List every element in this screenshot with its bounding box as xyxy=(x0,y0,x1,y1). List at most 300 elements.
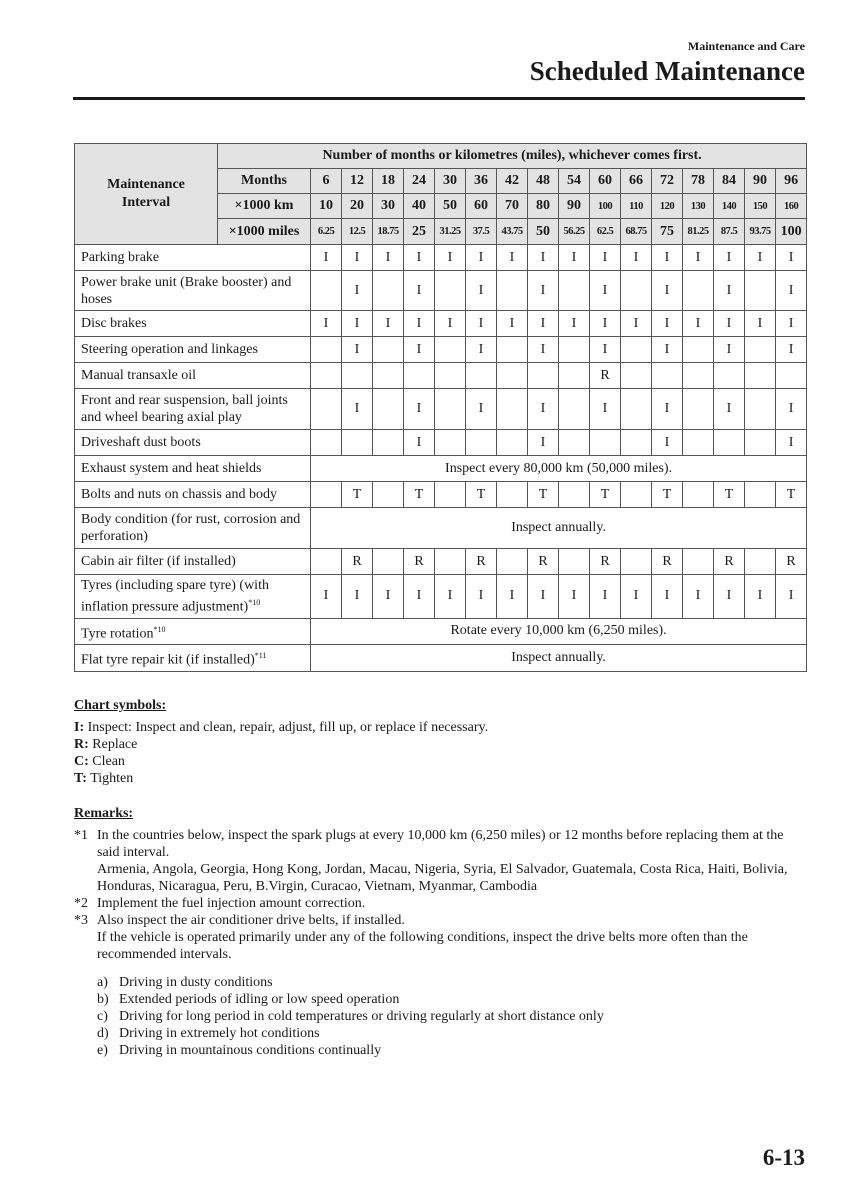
chart-symbols-heading: Chart symbols: xyxy=(74,698,167,713)
table-row xyxy=(75,456,807,482)
schedule-cell xyxy=(311,430,342,456)
schedule-cell: R xyxy=(590,549,621,575)
merged-note: Inspect annually. xyxy=(311,645,807,672)
miles-value: 56.25 xyxy=(559,219,590,245)
item-name-text: Steering operation and linkages xyxy=(81,342,258,357)
remark-text-2: If the vehicle is operated primarily under any of the following conditions, inspect the drive belts more often than the recommended intervals. xyxy=(97,930,748,962)
schedule-cell xyxy=(311,271,342,311)
schedule-cell: I xyxy=(776,430,807,456)
schedule-cell xyxy=(745,271,776,311)
schedule-cell: R xyxy=(404,549,435,575)
schedule-cell: I xyxy=(621,245,652,271)
condition-letter: d) xyxy=(97,1026,109,1041)
table-row xyxy=(75,645,807,672)
schedule-cell: I xyxy=(745,245,776,271)
table-row xyxy=(75,311,807,337)
miles-value: 50 xyxy=(528,219,559,245)
schedule-cell xyxy=(745,389,776,430)
schedule-cell: I xyxy=(342,337,373,363)
schedule-cell xyxy=(683,271,714,311)
interval-label: Interval xyxy=(121,195,171,210)
schedule-cell: R xyxy=(528,549,559,575)
condition-letter: a) xyxy=(97,975,108,990)
item-name xyxy=(75,549,311,575)
schedule-cell: I xyxy=(435,311,466,337)
months-value: 42 xyxy=(497,169,528,194)
table-row xyxy=(75,271,807,311)
miles-value: 18.75 xyxy=(373,219,404,245)
remark-number: *2 xyxy=(74,896,88,911)
miles-label: ×1000 miles xyxy=(218,219,311,245)
schedule-cell: I xyxy=(404,389,435,430)
symbol-item xyxy=(74,719,806,736)
schedule-cell: I xyxy=(497,575,528,619)
item-name xyxy=(75,430,311,456)
schedule-cell: I xyxy=(373,311,404,337)
schedule-cell: I xyxy=(342,245,373,271)
schedule-cell xyxy=(621,271,652,311)
symbol-item xyxy=(74,736,806,753)
schedule-cell: I xyxy=(559,575,590,619)
schedule-cell xyxy=(683,549,714,575)
condition-text: Driving in extremely hot conditions xyxy=(119,1026,320,1041)
schedule-cell: I xyxy=(590,337,621,363)
schedule-cell: I xyxy=(404,337,435,363)
months-value: 60 xyxy=(590,169,621,194)
schedule-cell: I xyxy=(528,245,559,271)
schedule-cell: I xyxy=(621,575,652,619)
schedule-cell: I xyxy=(590,271,621,311)
table-row xyxy=(75,389,807,430)
schedule-cell xyxy=(311,549,342,575)
schedule-cell xyxy=(621,389,652,430)
schedule-cell xyxy=(373,337,404,363)
km-value: 160 xyxy=(776,194,807,219)
schedule-cell xyxy=(404,363,435,389)
schedule-cell: I xyxy=(683,245,714,271)
item-name-text: Disc brakes xyxy=(81,316,147,331)
schedule-cell xyxy=(590,430,621,456)
chart-symbols xyxy=(74,697,806,787)
remark-1 xyxy=(74,827,809,895)
table-row xyxy=(75,508,807,549)
item-name-text: Front and rear suspension, ball joints and wheel bearing axial play xyxy=(81,393,288,425)
schedule-cell xyxy=(435,337,466,363)
months-value: 96 xyxy=(776,169,807,194)
table-row xyxy=(75,575,807,619)
remarks-heading: Remarks: xyxy=(74,806,134,821)
item-name xyxy=(75,645,311,672)
months-label: Months xyxy=(218,169,311,194)
item-name-text: Parking brake xyxy=(81,250,160,265)
schedule-cell xyxy=(528,363,559,389)
schedule-cell: I xyxy=(590,389,621,430)
item-name xyxy=(75,337,311,363)
schedule-cell: I xyxy=(404,271,435,311)
months-value: 18 xyxy=(373,169,404,194)
schedule-cell xyxy=(373,271,404,311)
schedule-cell xyxy=(466,430,497,456)
page-header xyxy=(73,38,805,87)
schedule-cell xyxy=(466,363,497,389)
months-value: 36 xyxy=(466,169,497,194)
condition-item xyxy=(97,1042,809,1059)
schedule-cell: R xyxy=(342,549,373,575)
schedule-cell xyxy=(435,430,466,456)
table-row xyxy=(75,618,807,645)
schedule-cell: I xyxy=(776,337,807,363)
schedule-cell: I xyxy=(776,389,807,430)
symbol-item xyxy=(74,770,806,787)
months-value: 30 xyxy=(435,169,466,194)
schedule-cell: T xyxy=(652,482,683,508)
item-name-text: Bolts and nuts on chassis and body xyxy=(81,487,277,502)
remarks xyxy=(74,805,809,1059)
km-value: 80 xyxy=(528,194,559,219)
schedule-cell: I xyxy=(683,311,714,337)
condition-letter: b) xyxy=(97,992,109,1007)
schedule-cell xyxy=(373,430,404,456)
schedule-cell: I xyxy=(528,271,559,311)
schedule-cell xyxy=(559,389,590,430)
schedule-cell xyxy=(435,363,466,389)
remark-2 xyxy=(74,895,809,912)
item-name-text: Cabin air filter (if installed) xyxy=(81,554,236,569)
schedule-cell: I xyxy=(652,389,683,430)
schedule-cell xyxy=(683,430,714,456)
miles-value: 25 xyxy=(404,219,435,245)
schedule-cell: T xyxy=(466,482,497,508)
table-row xyxy=(75,337,807,363)
schedule-cell: I xyxy=(559,245,590,271)
condition-list xyxy=(74,974,809,1059)
months-value: 72 xyxy=(652,169,683,194)
km-value: 150 xyxy=(745,194,776,219)
schedule-cell xyxy=(621,482,652,508)
item-name xyxy=(75,311,311,337)
schedule-cell: I xyxy=(776,271,807,311)
schedule-cell: I xyxy=(652,430,683,456)
schedule-cell: I xyxy=(559,311,590,337)
schedule-cell: R xyxy=(590,363,621,389)
schedule-cell: I xyxy=(590,311,621,337)
months-value: 90 xyxy=(745,169,776,194)
item-name xyxy=(75,363,311,389)
merged-note: Rotate every 10,000 km (6,250 miles). xyxy=(311,618,807,645)
item-name xyxy=(75,618,311,645)
section-label: Maintenance and Care xyxy=(687,39,805,53)
miles-value: 93.75 xyxy=(745,219,776,245)
table-row xyxy=(75,482,807,508)
schedule-cell xyxy=(745,482,776,508)
schedule-cell: I xyxy=(776,245,807,271)
item-name-text: Driveshaft dust boots xyxy=(81,435,201,450)
interval-label: Maintenance xyxy=(107,177,185,192)
schedule-cell xyxy=(621,363,652,389)
schedule-cell xyxy=(621,337,652,363)
schedule-cell: I xyxy=(373,245,404,271)
table-row xyxy=(75,245,807,271)
schedule-cell: I xyxy=(652,575,683,619)
remark-number: *3 xyxy=(74,913,88,928)
schedule-cell: T xyxy=(714,482,745,508)
miles-value: 12.5 xyxy=(342,219,373,245)
schedule-cell: I xyxy=(714,575,745,619)
schedule-cell: I xyxy=(652,337,683,363)
schedule-cell: T xyxy=(342,482,373,508)
schedule-cell: I xyxy=(404,245,435,271)
miles-value: 37.5 xyxy=(466,219,497,245)
schedule-cell xyxy=(621,430,652,456)
months-value: 6 xyxy=(311,169,342,194)
km-value: 140 xyxy=(714,194,745,219)
schedule-cell xyxy=(621,549,652,575)
remark-number: *1 xyxy=(74,828,88,843)
schedule-cell: I xyxy=(652,311,683,337)
schedule-cell xyxy=(373,482,404,508)
remark-countries: Armenia, Angola, Georgia, Hong Kong, Jordan, Macau, Nigeria, Syria, El Salvador, Guatemala, Costa Rica, Haiti, Bolivia, Honduras, Nicaragua, Peru, B.Virgin, Curacao, Vietnam, Myanmar, Cambodia xyxy=(97,862,788,894)
months-value: 12 xyxy=(342,169,373,194)
schedule-cell xyxy=(559,430,590,456)
schedule-cell xyxy=(435,549,466,575)
schedule-cell: I xyxy=(342,389,373,430)
miles-value: 43.75 xyxy=(497,219,528,245)
remark-3 xyxy=(74,912,809,963)
table-row xyxy=(75,430,807,456)
schedule-cell xyxy=(559,549,590,575)
months-value: 84 xyxy=(714,169,745,194)
schedule-cell xyxy=(311,337,342,363)
schedule-cell: R xyxy=(776,549,807,575)
schedule-cell: R xyxy=(714,549,745,575)
schedule-cell xyxy=(683,363,714,389)
schedule-cell xyxy=(497,430,528,456)
schedule-cell: I xyxy=(745,575,776,619)
symbol-key: C: xyxy=(74,754,89,769)
item-name xyxy=(75,508,311,549)
schedule-cell: I xyxy=(528,311,559,337)
symbol-desc: Replace xyxy=(88,737,138,752)
page-title: Scheduled Maintenance xyxy=(529,56,805,86)
schedule-cell xyxy=(435,271,466,311)
schedule-cell xyxy=(373,549,404,575)
condition-item xyxy=(97,1008,809,1025)
km-value: 70 xyxy=(497,194,528,219)
schedule-cell xyxy=(559,363,590,389)
schedule-cell: I xyxy=(404,430,435,456)
item-name xyxy=(75,575,311,619)
schedule-cell: I xyxy=(714,311,745,337)
schedule-cell xyxy=(497,271,528,311)
schedule-cell: I xyxy=(528,337,559,363)
schedule-cell: I xyxy=(683,575,714,619)
schedule-cell xyxy=(745,337,776,363)
symbol-key: T: xyxy=(74,771,87,786)
schedule-cell xyxy=(435,482,466,508)
item-name-text: Flat tyre repair kit (if installed) xyxy=(81,652,255,668)
header-rule xyxy=(73,97,805,100)
miles-value: 87.5 xyxy=(714,219,745,245)
schedule-cell xyxy=(652,363,683,389)
schedule-cell xyxy=(435,389,466,430)
miles-value: 62.5 xyxy=(590,219,621,245)
km-value: 20 xyxy=(342,194,373,219)
condition-item xyxy=(97,1025,809,1042)
schedule-cell: I xyxy=(497,311,528,337)
schedule-cell xyxy=(311,363,342,389)
schedule-cell xyxy=(497,337,528,363)
schedule-cell: I xyxy=(652,271,683,311)
schedule-cell: I xyxy=(528,389,559,430)
symbol-desc: Tighten xyxy=(86,771,134,786)
months-value: 54 xyxy=(559,169,590,194)
schedule-cell: I xyxy=(497,245,528,271)
symbol-desc: Clean xyxy=(88,754,125,769)
remark-text: In the countries below, inspect the spark plugs at every 10,000 km (6,250 miles) or 12 months before replacing them at the said interval. xyxy=(97,828,784,860)
schedule-cell: T xyxy=(776,482,807,508)
item-name-text: Power brake unit (Brake booster) and hoses xyxy=(81,274,292,307)
condition-text: Extended periods of idling or low speed operation xyxy=(119,992,400,1007)
schedule-cell: I xyxy=(466,271,497,311)
schedule-cell xyxy=(311,482,342,508)
schedule-cell: I xyxy=(776,311,807,337)
schedule-cell: I xyxy=(404,575,435,619)
schedule-cell xyxy=(714,363,745,389)
page-number: 6-13 xyxy=(762,1145,805,1170)
item-name xyxy=(75,389,311,430)
km-value: 100 xyxy=(590,194,621,219)
item-name-text: Tyres (including spare tyre) (with inflation pressure adjustment) xyxy=(81,578,269,615)
symbol-key: R: xyxy=(74,737,89,752)
condition-text: Driving in dusty conditions xyxy=(119,975,273,990)
km-value: 30 xyxy=(373,194,404,219)
condition-letter: c) xyxy=(97,1009,108,1024)
schedule-cell xyxy=(683,389,714,430)
schedule-cell xyxy=(745,549,776,575)
schedule-cell xyxy=(497,482,528,508)
symbol-item xyxy=(74,753,806,770)
schedule-cell: I xyxy=(311,245,342,271)
merged-note: Inspect every 80,000 km (50,000 miles). xyxy=(311,456,807,482)
miles-value: 81.25 xyxy=(683,219,714,245)
km-value: 110 xyxy=(621,194,652,219)
condition-item xyxy=(97,974,809,991)
miles-value: 31.25 xyxy=(435,219,466,245)
schedule-cell: T xyxy=(528,482,559,508)
footnote-ref: *11 xyxy=(254,651,267,661)
item-name xyxy=(75,271,311,311)
schedule-cell: I xyxy=(311,311,342,337)
km-value: 10 xyxy=(311,194,342,219)
item-name-text: Manual transaxle oil xyxy=(81,368,197,383)
months-value: 66 xyxy=(621,169,652,194)
schedule-cell: I xyxy=(466,337,497,363)
schedule-cell xyxy=(342,363,373,389)
schedule-cell: I xyxy=(466,311,497,337)
schedule-cell: I xyxy=(528,575,559,619)
item-name-text: Exhaust system and heat shields xyxy=(81,461,262,476)
months-value: 78 xyxy=(683,169,714,194)
schedule-cell xyxy=(745,430,776,456)
schedule-cell: I xyxy=(404,311,435,337)
item-name xyxy=(75,482,311,508)
schedule-cell: I xyxy=(776,575,807,619)
km-value: 40 xyxy=(404,194,435,219)
schedule-cell: I xyxy=(714,271,745,311)
schedule-cell xyxy=(776,363,807,389)
schedule-cell: I xyxy=(435,245,466,271)
schedule-cell: I xyxy=(466,575,497,619)
schedule-cell xyxy=(373,363,404,389)
schedule-cell: I xyxy=(745,311,776,337)
schedule-cell xyxy=(559,482,590,508)
item-name xyxy=(75,456,311,482)
schedule-cell: I xyxy=(652,245,683,271)
schedule-cell xyxy=(497,549,528,575)
schedule-cell xyxy=(497,363,528,389)
schedule-cell: I xyxy=(435,575,466,619)
condition-letter: e) xyxy=(97,1043,108,1058)
schedule-cell: I xyxy=(342,575,373,619)
schedule-cell xyxy=(342,430,373,456)
miles-value: 100 xyxy=(776,219,807,245)
remark-text: Implement the fuel injection amount correction. xyxy=(97,896,366,911)
maintenance-schedule-table xyxy=(74,143,807,672)
schedule-cell: I xyxy=(621,311,652,337)
schedule-cell: I xyxy=(590,575,621,619)
merged-note: Inspect annually. xyxy=(311,508,807,549)
schedule-cell xyxy=(373,389,404,430)
schedule-cell: I xyxy=(466,389,497,430)
item-name-text: Tyre rotation xyxy=(81,626,154,642)
item-name-text: Body condition (for rust, corrosion and perforation) xyxy=(81,512,301,544)
months-value: 24 xyxy=(404,169,435,194)
schedule-cell xyxy=(311,389,342,430)
schedule-cell: R xyxy=(466,549,497,575)
schedule-cell: I xyxy=(342,311,373,337)
schedule-cell: I xyxy=(714,389,745,430)
schedule-cell xyxy=(683,482,714,508)
interval-header xyxy=(75,144,218,245)
schedule-cell: R xyxy=(652,549,683,575)
schedule-cell: I xyxy=(714,245,745,271)
symbol-key: I: xyxy=(74,720,85,735)
footnote-ref: *10 xyxy=(153,624,166,634)
schedule-cell: I xyxy=(342,271,373,311)
schedule-cell: I xyxy=(590,245,621,271)
schedule-cell xyxy=(714,430,745,456)
schedule-cell xyxy=(497,389,528,430)
schedule-cell xyxy=(745,363,776,389)
km-value: 130 xyxy=(683,194,714,219)
km-value: 90 xyxy=(559,194,590,219)
schedule-cell: I xyxy=(466,245,497,271)
km-label: ×1000 km xyxy=(218,194,311,219)
interval-caption: Number of months or kilometres (miles), whichever comes first. xyxy=(218,144,807,169)
table-row xyxy=(75,363,807,389)
condition-text: Driving in mountainous conditions continually xyxy=(119,1043,382,1058)
miles-value: 6.25 xyxy=(311,219,342,245)
miles-value: 75 xyxy=(652,219,683,245)
schedule-cell: I xyxy=(528,430,559,456)
remark-text: Also inspect the air conditioner drive belts, if installed. xyxy=(97,913,405,928)
schedule-cell xyxy=(559,271,590,311)
table-row xyxy=(75,549,807,575)
km-value: 50 xyxy=(435,194,466,219)
schedule-cell xyxy=(559,337,590,363)
symbol-desc: Inspect: Inspect and clean, repair, adjust, fill up, or replace if necessary. xyxy=(84,720,489,735)
schedule-cell: I xyxy=(714,337,745,363)
